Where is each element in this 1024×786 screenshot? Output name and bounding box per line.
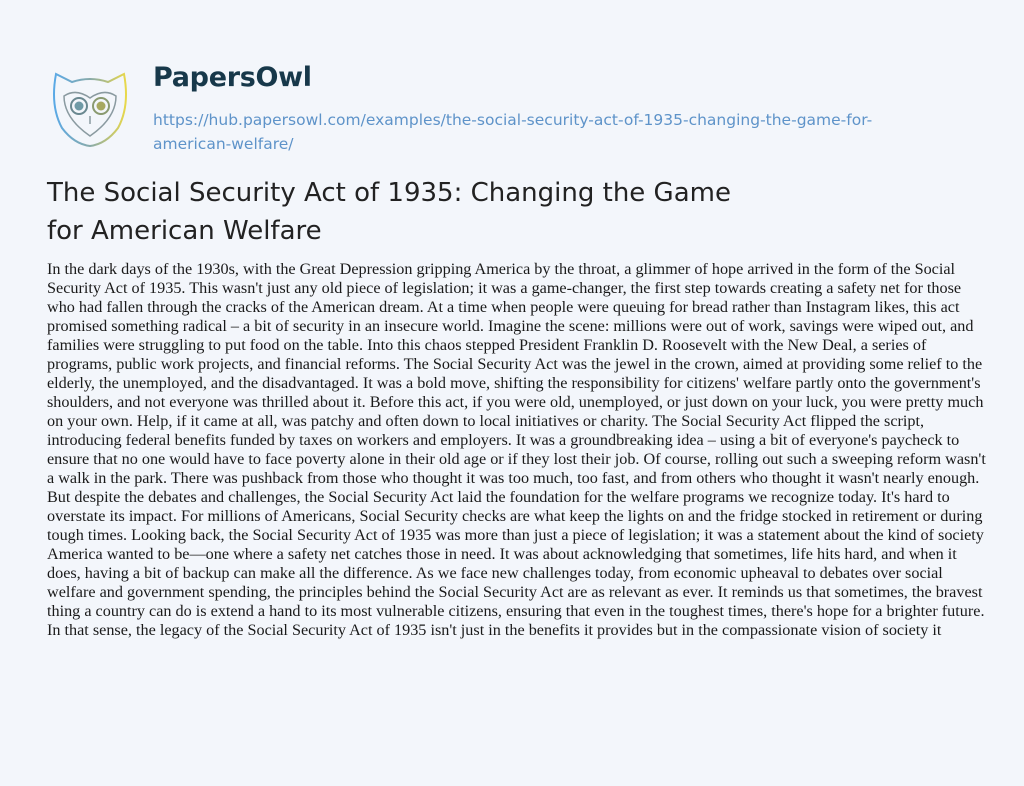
body-line: Security Act of 1935. This wasn't just any old piece of legislation; it was a game-changer, the first step towards creating a safety net for those xyxy=(47,279,962,297)
body-line: shoulders, and not everyone was thrilled about it. Before this act, if you were old, unemployed, or just down on your luck, you were pretty much xyxy=(47,393,984,411)
title-line: The Social Security Act of 1935: Changing the Game xyxy=(47,178,731,208)
url-line[interactable]: https://hub.papersowl.com/examples/the-social-security-act-of-1935-changing-the-game-for- xyxy=(153,111,873,129)
body-line: ensure that no one would have to face poverty alone in their old age or if they lost their job. Of course, rolling out such a sweeping reform wasn't xyxy=(47,450,986,468)
body-line: welfare and government spending, the principles behind the Social Security Act are as relevant as ever. It reminds us that sometimes, the bravest xyxy=(47,583,983,601)
body-line: a walk in the park. There was pushback from those who thought it was too much, too fast, and from others who thought it wasn't nearly enough. xyxy=(47,469,980,487)
body-line: But despite the debates and challenges, the Social Security Act laid the foundation for the welfare programs we recognize today. It's hard to xyxy=(47,488,950,506)
body-line: who had fallen through the cracks of the American dream. At a time when people were queuing for bread rather than Instagram likes, this act xyxy=(47,298,960,316)
body-line: America wanted to be—one where a safety net catches those in need. It was about acknowledging that sometimes, life hits hard, and when it xyxy=(47,545,957,563)
body-line: programs, public work projects, and financial reforms. The Social Security Act was the jewel in the crown, aimed at providing some relief to the xyxy=(47,355,983,373)
essay-body xyxy=(47,260,986,640)
body-line: families were struggling to put food on the table. Into this chaos stepped President Franklin D. Roosevelt with the New Deal, a series of xyxy=(47,336,927,354)
body-line: elderly, the unemployed, and the disadvantaged. It was a bold move, shifting the responsibility for citizens' welfare partly onto the government's xyxy=(47,374,981,392)
body-line: In that sense, the legacy of the Social Security Act of 1935 isn't just in the benefits it provides but in the compassionate vision of society it xyxy=(47,621,942,639)
body-line: introducing federal benefits funded by taxes on workers and employers. It was a groundbreaking idea – using a bit of everyone's paycheck to xyxy=(47,431,960,449)
source-url[interactable] xyxy=(153,108,973,156)
body-line: promised something radical – a bit of security in an insecure world. Imagine the scene: millions were out of work, savings were wiped out, and xyxy=(47,317,974,335)
page-title xyxy=(47,174,731,250)
title-line: for American Welfare xyxy=(47,216,322,246)
body-line: tough times. Looking back, the Social Security Act of 1935 was more than just a piece of legislation; it was a statement about the kind of society xyxy=(47,526,984,544)
body-line: on your own. Help, if it came at all, was patchy and often down to local initiatives or charity. The Social Security Act flipped the script, xyxy=(47,412,925,430)
body-line: thing a country can do is extend a hand to its most vulnerable citizens, ensuring that even in the toughest times, there's hope for a brighter future. xyxy=(47,602,985,620)
papersowl-logo-icon xyxy=(50,66,130,148)
body-line: does, having a bit of backup can make all the difference. As we face new challenges today, from economic upheaval to debates over social xyxy=(47,564,943,582)
body-line: overstate its impact. For millions of Americans, Social Security checks are what keep the lights on and the fridge stocked in retirement or during xyxy=(47,507,983,525)
url-line[interactable]: american-welfare/ xyxy=(153,135,294,153)
body-line: In the dark days of the 1930s, with the Great Depression gripping America by the throat, a glimmer of hope arrived in the form of the Social xyxy=(47,260,956,278)
brand-name: PapersOwl xyxy=(153,62,312,93)
